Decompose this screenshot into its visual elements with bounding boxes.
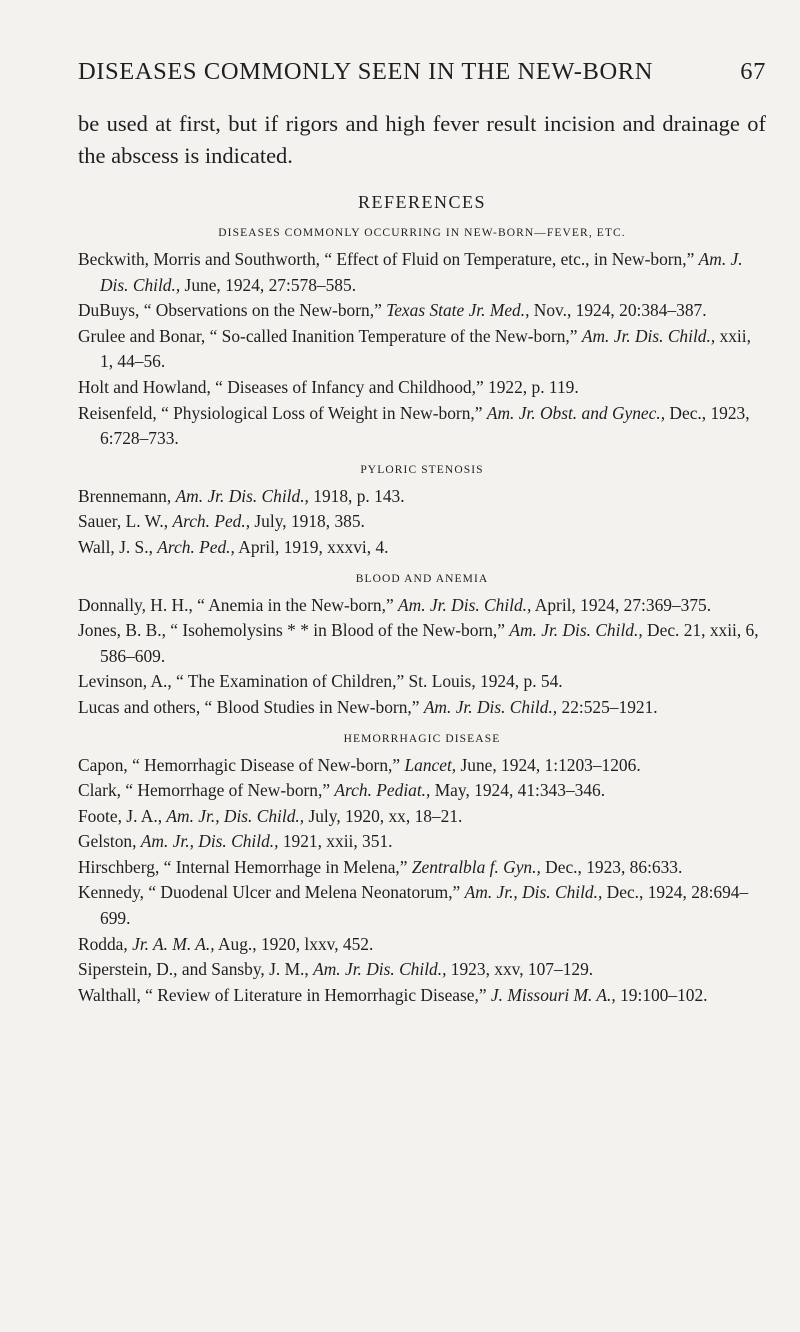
reference-section (78, 573, 766, 721)
journal-title: Am. Jr., Dis. Child., (140, 831, 279, 852)
references-list (78, 227, 766, 1008)
journal-title: Texas State Jr. Med., (386, 300, 530, 321)
reference-entry (78, 669, 766, 695)
reference-text: Reisenfeld, “ Physiological Loss of Weight in New-born,” (78, 402, 487, 423)
citation-details: 1923, xxv, 107–129. (446, 959, 594, 980)
reference-entry (78, 618, 766, 669)
reference-text: Kennedy, “ Duodenal Ulcer and Melena Neonatorum,” (78, 882, 465, 903)
reference-entry (78, 484, 766, 510)
journal-title: Am. Jr. Dis. Child., (581, 325, 716, 346)
citation-details: 19:100–102. (615, 984, 708, 1005)
reference-text: Walthall, “ Review of Literature in Hemorrhagic Disease,” (78, 984, 491, 1005)
journal-title: Zentralbla f. Gyn., (411, 856, 541, 877)
reference-text: Levinson, A., “ The Examination of Children,” St. Louis, 1924, p. 54. (78, 671, 563, 692)
reference-text: Foote, J. A., (78, 805, 167, 826)
reference-entry (78, 829, 766, 855)
journal-title: Arch. Ped., (157, 536, 235, 557)
journal-title: Arch. Ped., (172, 511, 251, 532)
reference-entry (78, 401, 766, 452)
reference-text: Lucas and others, “ Blood Studies in New-born,” (78, 696, 424, 717)
journal-title: Arch. Pediat., (334, 780, 431, 801)
section-heading: DISEASES COMMONLY OCCURRING IN NEW-BORN—FEVER, ETC. (218, 227, 626, 239)
reference-entry (78, 695, 766, 721)
journal-title: Am. Jr. Dis. Child., (313, 959, 447, 980)
references-heading: REFERENCES (357, 192, 487, 212)
reference-text: Sauer, L. W., (78, 511, 173, 532)
citation-details: Dec., 1924, 28:694–699. (100, 882, 749, 929)
section-heading: PYLORIC STENOSIS (360, 463, 484, 476)
reference-entry (78, 880, 766, 931)
reference-entry (78, 855, 766, 881)
citation-details: April, 1924, 27:369–375. (531, 594, 712, 615)
intro-paragraph: be used at first, but if rigors and high fever result incision and drainage of the abscess is indicated. (78, 111, 766, 168)
reference-entry (78, 932, 766, 958)
citation-details: xxii, 1, 44–56. (100, 325, 751, 372)
reference-text: Gelston, (78, 831, 141, 852)
citation-details: Dec., 1923, 6:728–733. (100, 402, 750, 449)
reference-text: Holt and Howland, “ Diseases of Infancy and Childhood,” 1922, p. 119. (78, 376, 579, 397)
page-number: 67 (740, 58, 766, 85)
journal-title: J. Missouri M. A., (490, 984, 616, 1005)
journal-title: Am. Jr., Dis. Child., (464, 882, 603, 903)
citation-details: July, 1920, xx, 18–21. (304, 805, 463, 826)
citation-details: June, 1924, 1:1203–1206. (456, 754, 641, 775)
journal-title: Am. Jr. Dis. Child., (509, 620, 643, 641)
citation-details: Nov., 1924, 20:384–387. (529, 300, 707, 321)
reference-entry (78, 247, 766, 298)
citation-details: May, 1924, 41:343–346. (430, 780, 606, 801)
journal-title: Am. Jr. Dis. Child., (423, 696, 558, 717)
reference-text: Capon, “ Hemorrhagic Disease of New-born,” (78, 754, 405, 775)
citation-details: July, 1918, 385. (250, 511, 365, 532)
reference-text: Wall, J. S., (78, 536, 158, 557)
citation-details: 22:525–1921. (557, 696, 658, 717)
reference-entry (78, 778, 766, 804)
reference-entry (78, 753, 766, 779)
reference-section (78, 733, 766, 1009)
reference-entry (78, 535, 766, 561)
section-heading: BLOOD AND ANEMIA (355, 572, 489, 585)
reference-text: Grulee and Bonar, “ So-called Inanition Temperature of the New-born,” (78, 325, 582, 346)
reference-text: Clark, “ Hemorrhage of New-born,” (78, 780, 335, 801)
citation-details: 1921, xxii, 351. (278, 831, 393, 852)
reference-entry (78, 804, 766, 830)
reference-text: Brennemann, (78, 485, 176, 506)
citation-details: Aug., 1920, lxxv, 452. (214, 933, 374, 954)
section-heading: HEMORRHAGIC DISEASE (343, 732, 501, 745)
reference-text: Beckwith, Morris and Southworth, “ Effect of Fluid on Temperature, etc., in New-born,” (78, 249, 699, 269)
citation-details: Dec., 1923, 86:633. (540, 856, 683, 877)
reference-text: Hirschberg, “ Internal Hemorrhage in Melena,” (78, 856, 412, 877)
journal-title: Am. J. Dis. Child., (100, 249, 743, 295)
citation-details: 1918, p. 143. (308, 485, 405, 506)
reference-text: DuBuys, “ Observations on the New-born,” (78, 300, 387, 321)
citation-details: Dec. 21, xxii, 6, 586–609. (100, 620, 759, 666)
journal-title: Am. Jr. Dis. Child., (398, 594, 532, 615)
reference-entry (78, 957, 766, 983)
journal-title: Am. Jr. Dis. Child., (175, 485, 309, 506)
citation-details: April, 1919, xxxvi, 4. (234, 536, 389, 557)
reference-section (78, 227, 766, 452)
reference-entry (78, 375, 766, 401)
reference-entry (78, 324, 766, 375)
reference-entry (78, 593, 766, 619)
reference-text: Rodda, (78, 933, 133, 954)
reference-entry (78, 298, 766, 324)
journal-title: Jr. A. M. A., (132, 933, 215, 954)
running-title: DISEASES COMMONLY SEEN IN THE NEW-BORN (78, 58, 654, 85)
running-head (78, 58, 766, 86)
reference-text: Donnally, H. H., “ Anemia in the New-born,” (78, 594, 399, 615)
journal-title: Lancet, (404, 754, 457, 775)
journal-title: Am. Jr. Obst. and Gynec., (486, 402, 666, 423)
reference-entry (78, 509, 766, 535)
reference-section (78, 464, 766, 561)
citation-details: June, 1924, 27:578–585. (180, 274, 357, 295)
reference-entry (78, 983, 766, 1009)
reference-text: Siperstein, D., and Sansby, J. M., (78, 959, 314, 980)
reference-text: Jones, B. B., “ Isohemolysins * * in Blood of the New-born,” (78, 620, 510, 641)
journal-title: Am. Jr., Dis. Child., (166, 805, 305, 826)
